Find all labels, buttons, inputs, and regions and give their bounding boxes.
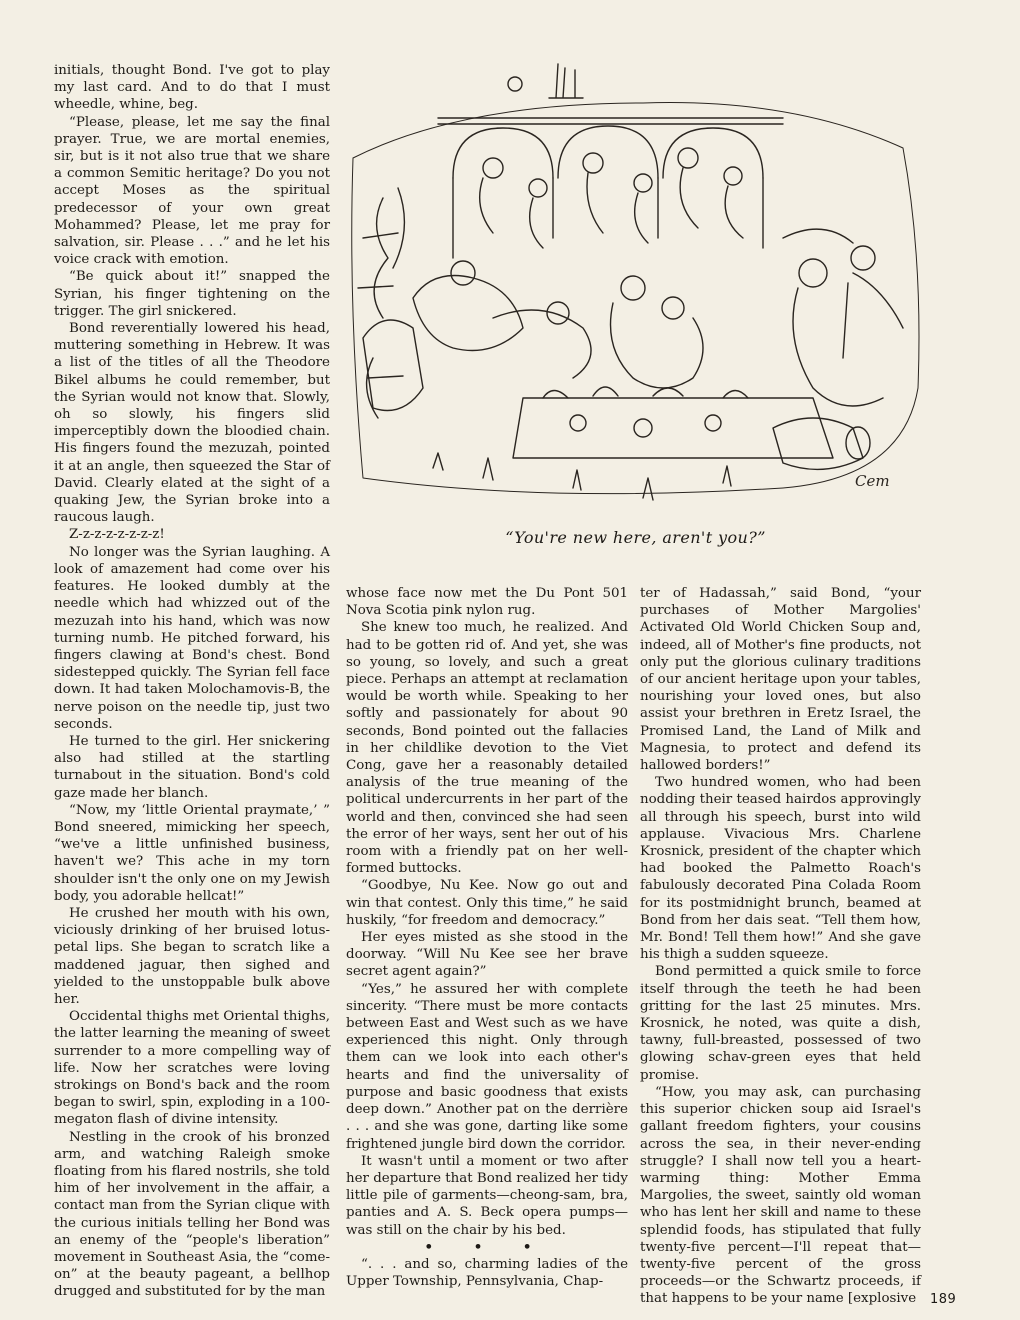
paragraph: Her eyes misted as she stood in the doorway. “Will Nu Kee see her brave secret agent again?” (346, 930, 628, 980)
paragraph: “Be quick about it!” snapped the Syrian, his finger tightening on the trigger. The girl snickered. (54, 269, 330, 319)
paragraph: Bond permitted a quick smile to force itself through the teeth he had been gritting for the last 25 minutes. Mrs. Krosnick, he noted, was quite a dish, tawny, full-breasted, possessed of two glowing schav-green eyes that held promise. (640, 964, 921, 1083)
paragraph: Occidental thighs met Oriental thighs, the latter learning the meaning of sweet surrender to a more compelling way of life. Now her scratches were loving strokings on Bond's back and the room began to swirl, spin, exploding in a 100-megaton flash of divine intensity. (54, 1009, 330, 1128)
cartoon-illustration (343, 58, 928, 516)
paragraph: ter of Hadassah,” said Bond, “your purchases of Mother Margolies' Activated Old World Chicken Soup and, indeed, all of Mother's fine products, not only put the glorious culinary traditions of our ancient heritage upon your tables, nourishing your loved ones, but also assist your brethren in Eretz Israel, the Promised Land, the Land of Milk and Magnesia, to protect and defend its hallowed borders!” (640, 586, 921, 774)
paragraph: “Yes,” he assured her with complete sincerity. “There must be more contacts between East and West such as we have experienced this night. Only through them can we look into each other's hearts and find the universality of purpose and basic goodness that exists deep down.” Another pat on the derrière . . . and she was gone, darting like some frightened jungle bird down the corridor. (346, 981, 628, 1152)
paragraph: Two hundred women, who had been nodding their teased hairdos approvingly all through his speech, burst into wild applause. Vivacious Mrs. Charlene Krosnick, president of the chapter which had booked the Palmetto Roach's fabulously decorated Pina Colada Room for its postmidnight brunch, beamed at Bond from her dais seat. “Tell them how, Mr. Bond! Tell them how!” And she gave his thigh a sudden squeeze. (640, 775, 921, 963)
paragraph: whose face now met the Du Pont 501 Nova Scotia pink nylon rug. (346, 586, 628, 619)
cartoon-caption: “You're new here, aren't you?” (505, 528, 766, 547)
page-number: 189 (930, 1292, 957, 1307)
paragraph: Bond reverentially lowered his head, muttering something in Hebrew. It was a list of the titles of all the Theodore Bikel albums he could remember, but the Syrian would not know that. Slowly, oh so slowly, his fingers slid imperceptibly down the bloodied chain. His fingers found the mezuzah, pointed it at an angle, then squeezed the Star of David. Clearly elated at the sight of a quaking Jew, the Syrian broke into a raucous laugh. (54, 321, 330, 526)
paragraph: “Goodbye, Nu Kee. Now go out and win that contest. Only this time,” he said huskily, “for freedom and democracy.” (346, 878, 628, 928)
cartoon-signature: Cem (855, 472, 890, 490)
text-column-1 (54, 62, 330, 1301)
paragraph: Z-z-z-z-z-z-z-z! (69, 527, 165, 543)
paragraph: initials, thought Bond. I've got to play my last card. And to do that I must wheedle, whine, beg. (54, 63, 330, 113)
text-column-3 (640, 585, 921, 1308)
paragraph: She knew too much, he realized. And had to be gotten rid of. And yet, she was so young, so lovely, and such a great piece. Perhaps an attempt at reclamation would be worth while. Speaking to her softly and passionately for about 90 seconds, Bond pointed out the fallacies in her childlike devotion to the Viet Cong, gave her a reasonably detailed analysis of the true meaning of the political undercurrents in her part of the world and then, convinced she had seen the error of her ways, sent her out of his room with a friendly pat on her well-formed buttocks. (346, 620, 628, 877)
paragraph: It wasn't until a moment or two after her departure that Bond realized her tidy little pile of garments—cheong-sam, bra, panties and A. S. Beck opera pumps—was still on the chair by his bed. (346, 1153, 628, 1238)
paragraph: “Please, please, let me say the final prayer. True, we are mortal enemies, sir, but is it not also true that we share a common Semitic heritage? Do you not accept Moses as the spiritual predecessor of your own great Mohammed? Please, let me pray for salvation, sir. Please . . .” and he let his voice crack with emotion. (54, 114, 330, 268)
paragraph: No longer was the Syrian laughing. A look of amazement had come over his features. He looked dumbly at the needle which had whizzed out of the mezuzah into his hand, which was now turning numb. He pitched forward, his fingers clawing at Bond's chest. Bond sidestepped quickly. The Syrian fell face down. It had taken Molochamovis-B, the nerve poison on the needle tip, just two seconds. (54, 544, 330, 732)
section-break: • • • (424, 1238, 550, 1255)
paragraph: “. . . and so, charming ladies of the Upper Township, Pennsylvania, Chap- (346, 1256, 628, 1290)
paragraph: “How, you may ask, can purchasing this superior chicken soup aid Israel's gallant freedom fighters, your cousins across the sea, in their never-ending struggle? I shall now tell you a heart-warming thing: Mother Emma Margolies, the sweet, saintly old woman who has lent her skill and name to these splendid foods, has stipulated that fully twenty-five percent—I'll repeat that—twenty-five percent of the gross proceeds—or the Schwartz proceeds, if that happens to be your name [explosive (640, 1084, 921, 1307)
text-column-2 (346, 585, 628, 1290)
paragraph: “Now, my ‘little Oriental praymate,’ ” Bond sneered, mimicking her speech, “we've a little unfinished business, haven't we? This ache in my torn shoulder isn't the only one on my Jewish body, you adorable hellcat!” (54, 802, 330, 904)
paragraph: He crushed her mouth with his own, viciously drinking of her bruised lotus-petal lips. She began to scratch like a maddened jaguar, then sighed and yielded to the unstoppable bulk above her. (54, 905, 330, 1007)
paragraph: He turned to the girl. Her snickering also had stilled at the startling turnabout in the situation. Bond's cold gaze made her blanch. (54, 733, 330, 801)
paragraph: Nestling in the crook of his bronzed arm, and watching Raleigh smoke floating from his flared nostrils, she told him of her involvement in the affair, a contact man from the Syrian clique with the curious initials telling her Bond was an enemy of the “people's liberation” movement in Southeast Asia, the “come-on” at the beauty pageant, a bellhop drugged and substituted for by the man (54, 1129, 330, 1300)
